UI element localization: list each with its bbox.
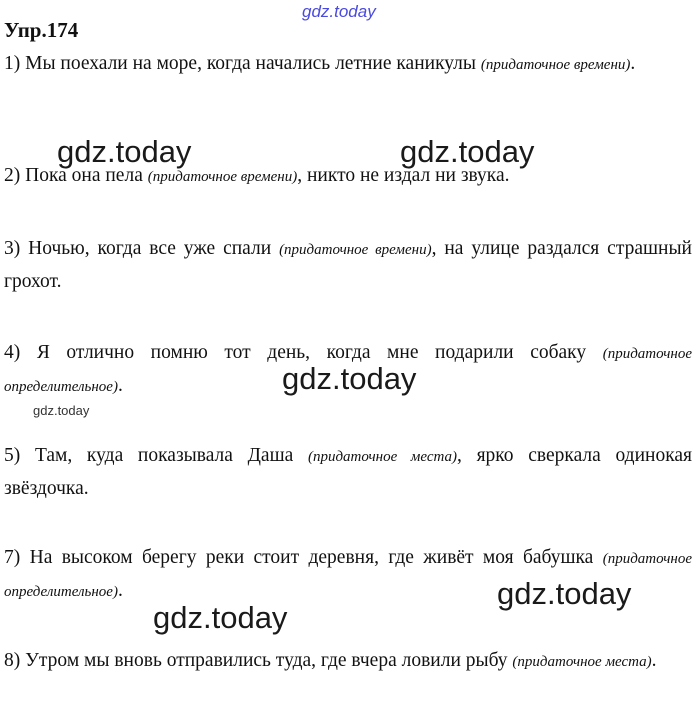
clause-note: (придаточное времени) — [279, 242, 432, 258]
sentence-tail: , на улице раздался страшный грохот. — [4, 238, 692, 292]
watermark: gdz.today — [282, 361, 417, 396]
sentence-text: 5) Там, куда показывала Даша — [4, 445, 308, 466]
watermark-top: gdz.today — [302, 2, 376, 21]
sentence-text: 1) Мы поехали на море, когда начались летние каникулы — [4, 53, 481, 74]
sentence-tail: , ярко сверкала одинокая звёздочка. — [4, 445, 693, 499]
watermark: gdz.today — [153, 600, 288, 635]
sentence-text: 7) На высоком берегу реки стоит деревня, где живёт моя бабушка — [4, 547, 603, 568]
watermark: gdz.today — [57, 134, 192, 169]
sentence-5 — [4, 440, 692, 505]
clause-note: (придаточное времени) — [147, 169, 298, 185]
watermark: gdz.today — [33, 403, 90, 418]
sentence-tail: . — [630, 53, 636, 74]
sentence-tail: . — [117, 580, 123, 601]
sentence-tail: . — [651, 650, 657, 671]
clause-note: (придаточное места) — [307, 449, 458, 465]
sentence-tail: , никто не издал ни звука. — [297, 165, 510, 186]
sentence-text: 2) Пока она пела — [4, 165, 148, 186]
clause-note: (придаточное времени) — [480, 57, 631, 73]
clause-note: (придаточное определительное) — [4, 551, 692, 600]
sentence-3 — [4, 233, 692, 298]
watermark: gdz.today — [400, 134, 535, 169]
sentence-text: 3) Ночью, когда все уже спали — [4, 238, 280, 259]
sentence-8 — [4, 645, 692, 678]
clause-note: (придаточное определительное) — [4, 346, 692, 395]
sentence-text: 4) Я отлично помню тот день, когда мне подарили собаку — [4, 342, 603, 363]
sentence-1 — [4, 48, 692, 81]
exercise-title: Упр.174 — [4, 18, 79, 42]
watermark: gdz.today — [497, 576, 632, 611]
sentence-2 — [4, 160, 692, 193]
clause-note: (придаточное места) — [512, 654, 652, 670]
sentence-text: 8) Утром мы вновь отправились туда, где вчера ловили рыбу — [4, 650, 513, 671]
sentence-tail: . — [117, 375, 123, 396]
